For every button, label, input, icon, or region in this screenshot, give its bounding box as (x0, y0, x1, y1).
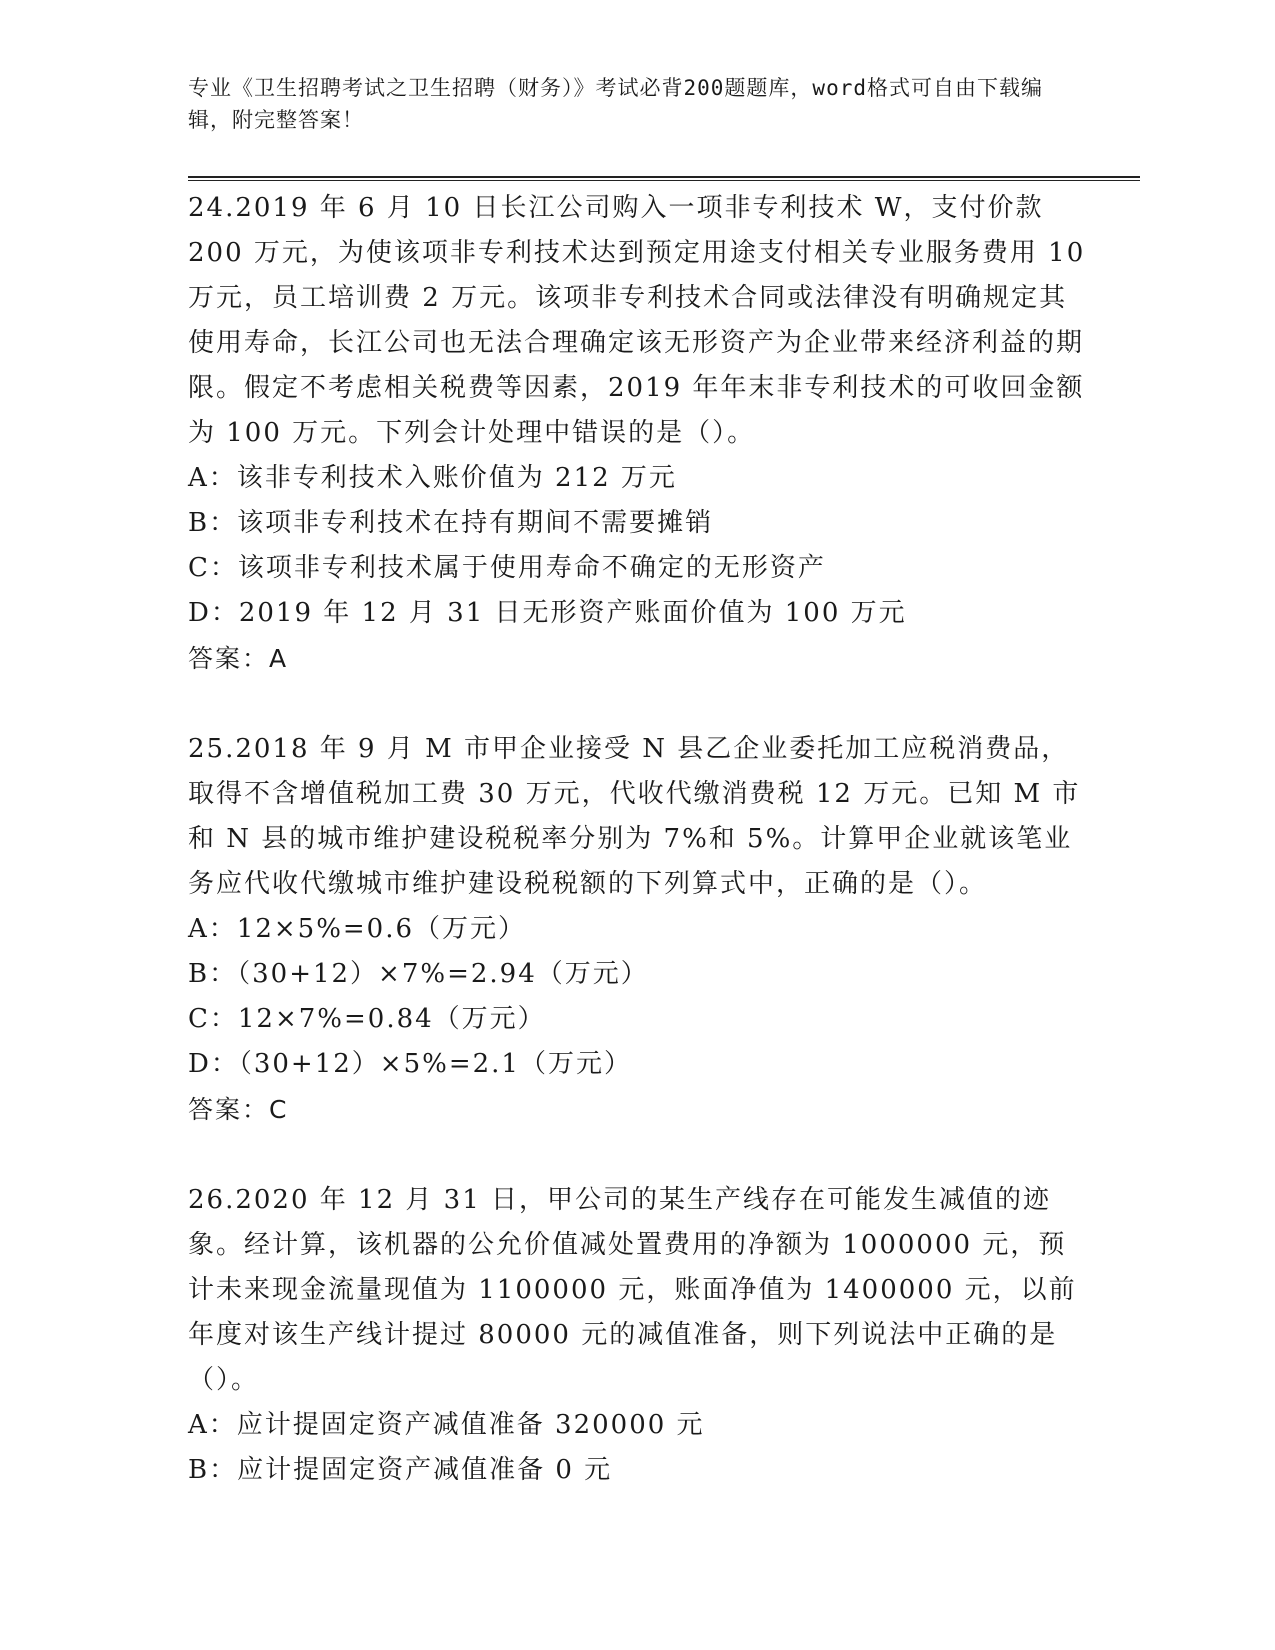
document-body (188, 186, 1088, 1493)
header-divider (188, 176, 1140, 181)
question-stem: 26.2020 年 12 月 31 日，甲公司的某生产线存在可能发生减值的迹象。经计算，该机器的公允价值减处置费用的净额为 1000000 元，预计未来现金流量现值为 1100000 元，账面净值为 1400000 元，以前年度对该生产线计提过 80000 元的减值准备，则下列说法中正确的是（）。 (188, 1185, 1077, 1395)
option-a: A：应计提固定资产减值准备 320000 元 (188, 1410, 705, 1440)
option-c: C：12×7%=0.84（万元） (188, 1004, 546, 1034)
option-d: D：2019 年 12 月 31 日无形资产账面价值为 100 万元 (188, 598, 907, 628)
answer-line: 答案：C (188, 1095, 289, 1124)
answer-line: 答案：A (188, 644, 289, 673)
document-header: 专业《卫生招聘考试之卫生招聘（财务）》考试必背200题题库，word格式可自由下载编辑，附完整答案！ (188, 76, 1043, 132)
question-spacer (188, 681, 1088, 727)
option-a: A：该非专利技术入账价值为 212 万元 (188, 463, 677, 493)
question-25 (188, 727, 1088, 1132)
option-a: A：12×5%=0.6（万元） (188, 914, 527, 944)
question-24 (188, 186, 1088, 681)
question-stem: 25.2018 年 9 月 M 市甲企业接受 N 县乙企业委托加工应税消费品，取得不含增值税加工费 30 万元，代收代缴消费税 12 万元。已知 M 市和 N 县的城市维护建设税税率分别为 7%和 5%。计算甲企业就该笔业务应代收代缴城市维护建设税税额的下列算式中，正确的是（）。 (188, 734, 1081, 899)
question-stem: 24.2019 年 6 月 10 日长江公司购入一项非专利技术 W，支付价款 200 万元，为使该项非专利技术达到预定用途支付相关专业服务费用 10 万元，员工培训费 2 万元。该项非专利技术合同或法律没有明确规定其使用寿命，长江公司也无法合理确定该无形资产为企业带来经济利益的期限。假定不考虑相关税费等因素，2019 年年末非专利技术的可收回金额为 100 万元。下列会计处理中错误的是（）。 (188, 193, 1086, 448)
option-b: B：该项非专利技术在持有期间不需要摊销 (188, 508, 714, 538)
option-b: B：应计提固定资产减值准备 0 元 (188, 1455, 613, 1485)
question-26 (188, 1178, 1088, 1493)
option-d: D：（30+12）×5%=2.1（万元） (188, 1049, 632, 1079)
option-b: B：（30+12）×7%=2.94（万元） (188, 959, 649, 989)
option-c: C：该项非专利技术属于使用寿命不确定的无形资产 (188, 553, 826, 583)
question-spacer (188, 1132, 1088, 1178)
